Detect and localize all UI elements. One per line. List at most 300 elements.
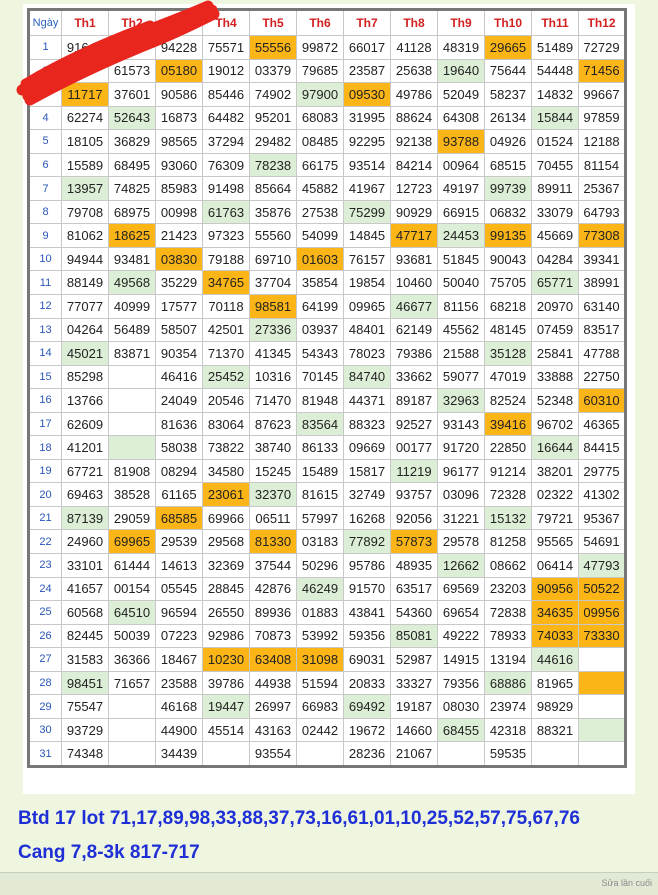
day-cell: 5 bbox=[29, 130, 62, 154]
result-cell: 35854 bbox=[297, 271, 344, 295]
table-row bbox=[29, 106, 626, 130]
table-row bbox=[29, 648, 626, 672]
table-header-row bbox=[29, 10, 626, 36]
result-cell: 53992 bbox=[297, 624, 344, 648]
day-cell: 23 bbox=[29, 554, 62, 578]
result-cell: 77892 bbox=[344, 530, 391, 554]
result-cell: 44938 bbox=[250, 671, 297, 695]
result-cell: 54360 bbox=[391, 601, 438, 625]
result-cell: 46249 bbox=[297, 577, 344, 601]
result-cell: 47717 bbox=[391, 224, 438, 248]
day-cell: 25 bbox=[29, 601, 62, 625]
result-cell: 81965 bbox=[532, 671, 579, 695]
result-cell: 28236 bbox=[344, 742, 391, 767]
result-cell: 69965 bbox=[109, 530, 156, 554]
day-cell: 12 bbox=[29, 295, 62, 319]
result-cell: 93143 bbox=[438, 412, 485, 436]
result-cell: 94228 bbox=[156, 36, 203, 60]
result-cell: 82524 bbox=[485, 389, 532, 413]
result-cell: 52049 bbox=[438, 83, 485, 107]
result-cell: 84740 bbox=[344, 365, 391, 389]
result-cell: 77308 bbox=[579, 224, 626, 248]
result-cell: 29578 bbox=[438, 530, 485, 554]
result-cell: 93788 bbox=[438, 130, 485, 154]
result-cell: 79685 bbox=[297, 59, 344, 83]
result-cell: 60568 bbox=[62, 601, 109, 625]
result-cell: 50040 bbox=[438, 271, 485, 295]
day-cell: 21 bbox=[29, 506, 62, 530]
result-cell: 47793 bbox=[579, 554, 626, 578]
table-row bbox=[29, 200, 626, 224]
result-cell: 28845 bbox=[203, 577, 250, 601]
result-cell: 34765 bbox=[203, 271, 250, 295]
result-cell: 55556 bbox=[250, 36, 297, 60]
result-cell: 69463 bbox=[62, 483, 109, 507]
result-cell: 51594 bbox=[297, 671, 344, 695]
day-cell: 1 bbox=[29, 36, 62, 60]
result-cell: 50296 bbox=[297, 554, 344, 578]
day-cell: 16 bbox=[29, 389, 62, 413]
result-cell: 27538 bbox=[297, 200, 344, 224]
result-cell: 41302 bbox=[579, 483, 626, 507]
result-cell: 12662 bbox=[438, 554, 485, 578]
result-cell: 85664 bbox=[250, 177, 297, 201]
result-cell: 60310 bbox=[579, 389, 626, 413]
result-cell: 29482 bbox=[250, 130, 297, 154]
result-cell: 03830 bbox=[156, 247, 203, 271]
result-cell: 66017 bbox=[344, 36, 391, 60]
result-cell: 33101 bbox=[62, 554, 109, 578]
result-cell: 83871 bbox=[109, 342, 156, 366]
result-cell: 09530 bbox=[344, 83, 391, 107]
result-cell: 47019 bbox=[485, 365, 532, 389]
result-cell: 11717 bbox=[62, 83, 109, 107]
result-cell: 69710 bbox=[250, 247, 297, 271]
table-row bbox=[29, 718, 626, 742]
result-cell: 35876 bbox=[250, 200, 297, 224]
result-cell: 91498 bbox=[203, 177, 250, 201]
result-cell: 14660 bbox=[391, 718, 438, 742]
table-row bbox=[29, 271, 626, 295]
result-cell: 54691 bbox=[579, 530, 626, 554]
result-cell: 00964 bbox=[438, 153, 485, 177]
result-cell: 70873 bbox=[250, 624, 297, 648]
table-row bbox=[29, 412, 626, 436]
result-cell: 49786 bbox=[391, 83, 438, 107]
day-cell: 3 bbox=[29, 83, 62, 107]
result-cell: 15817 bbox=[344, 459, 391, 483]
result-cell: 61444 bbox=[109, 554, 156, 578]
result-cell: 62609 bbox=[62, 412, 109, 436]
result-cell: 39341 bbox=[579, 247, 626, 271]
result-cell: 15489 bbox=[297, 459, 344, 483]
table-row bbox=[29, 742, 626, 767]
result-cell: 44900 bbox=[156, 718, 203, 742]
day-cell: 2 bbox=[29, 59, 62, 83]
result-cell: 49568 bbox=[109, 271, 156, 295]
result-cell: 25452 bbox=[203, 365, 250, 389]
result-cell: 37294 bbox=[203, 130, 250, 154]
result-cell: 59077 bbox=[438, 365, 485, 389]
result-cell: 24453 bbox=[438, 224, 485, 248]
result-cell bbox=[109, 718, 156, 742]
result-cell: 32370 bbox=[250, 483, 297, 507]
result-cell: 64308 bbox=[438, 106, 485, 130]
result-cell: 95786 bbox=[344, 554, 391, 578]
result-cell: 88323 bbox=[344, 412, 391, 436]
result-cell: 03183 bbox=[297, 530, 344, 554]
result-cell: 20546 bbox=[203, 389, 250, 413]
result-cell: 67721 bbox=[62, 459, 109, 483]
result-cell: 68083 bbox=[297, 106, 344, 130]
result-cell bbox=[203, 742, 250, 767]
result-cell: 54448 bbox=[532, 59, 579, 83]
result-cell: 36829 bbox=[109, 130, 156, 154]
result-cell: 77077 bbox=[62, 295, 109, 319]
result-cell: 13766 bbox=[62, 389, 109, 413]
result-cell: 79721 bbox=[532, 506, 579, 530]
result-cell: 98451 bbox=[62, 671, 109, 695]
result-cell: 68886 bbox=[485, 671, 532, 695]
result-cell: 93514 bbox=[344, 153, 391, 177]
result-cell: 01883 bbox=[297, 601, 344, 625]
result-cell: 68455 bbox=[438, 718, 485, 742]
table-row bbox=[29, 671, 626, 695]
edit-last-link[interactable]: Sửa lần cuối bbox=[601, 878, 652, 888]
result-cell: 52643 bbox=[109, 106, 156, 130]
result-cell: 09669 bbox=[344, 436, 391, 460]
result-cell: 24960 bbox=[62, 530, 109, 554]
result-cell: 57873 bbox=[391, 530, 438, 554]
column-header-month: Th8 bbox=[391, 10, 438, 36]
column-header-day: Ngày bbox=[29, 10, 62, 36]
result-cell: 79386 bbox=[391, 342, 438, 366]
result-cell: 45669 bbox=[532, 224, 579, 248]
result-cell: 29665 bbox=[485, 36, 532, 60]
result-cell: 79188 bbox=[203, 247, 250, 271]
result-cell: 21423 bbox=[156, 224, 203, 248]
result-cell: 45562 bbox=[438, 318, 485, 342]
result-cell: 48145 bbox=[485, 318, 532, 342]
result-cell bbox=[109, 695, 156, 719]
result-cell: 06832 bbox=[485, 200, 532, 224]
table-row bbox=[29, 459, 626, 483]
column-header-month: Th3 bbox=[156, 10, 203, 36]
day-cell: 11 bbox=[29, 271, 62, 295]
result-cell: 16644 bbox=[532, 436, 579, 460]
table-row bbox=[29, 436, 626, 460]
result-cell: 93481 bbox=[109, 247, 156, 271]
result-cell bbox=[109, 36, 156, 60]
result-cell: 14915 bbox=[438, 648, 485, 672]
result-cell: 45514 bbox=[203, 718, 250, 742]
result-cell: 52987 bbox=[391, 648, 438, 672]
result-cell: 88624 bbox=[391, 106, 438, 130]
result-cell: 90956 bbox=[532, 577, 579, 601]
day-cell: 7 bbox=[29, 177, 62, 201]
result-cell: 50039 bbox=[109, 624, 156, 648]
result-cell: 93681 bbox=[391, 247, 438, 271]
result-cell: 99739 bbox=[485, 177, 532, 201]
day-cell: 26 bbox=[29, 624, 62, 648]
result-cell: 48401 bbox=[344, 318, 391, 342]
result-cell: 74902 bbox=[250, 83, 297, 107]
result-cell: 98581 bbox=[250, 295, 297, 319]
result-cell: 81258 bbox=[485, 530, 532, 554]
day-cell: 8 bbox=[29, 200, 62, 224]
result-cell: 18467 bbox=[156, 648, 203, 672]
result-cell: 19640 bbox=[438, 59, 485, 83]
result-cell bbox=[579, 718, 626, 742]
result-cell: 90043 bbox=[485, 247, 532, 271]
result-cell: 96177 bbox=[438, 459, 485, 483]
result-cell: 76309 bbox=[203, 153, 250, 177]
result-cell: 71657 bbox=[109, 671, 156, 695]
result-cell: 26550 bbox=[203, 601, 250, 625]
result-cell: 20833 bbox=[344, 671, 391, 695]
post-footer-bar bbox=[0, 872, 658, 895]
result-cell: 26134 bbox=[485, 106, 532, 130]
result-cell: 93554 bbox=[250, 742, 297, 767]
result-cell: 51489 bbox=[532, 36, 579, 60]
result-cell: 48935 bbox=[391, 554, 438, 578]
result-cell: 71470 bbox=[250, 389, 297, 413]
result-cell: 61573 bbox=[109, 59, 156, 83]
result-cell bbox=[532, 742, 579, 767]
result-cell: 35128 bbox=[485, 342, 532, 366]
result-cell: 31583 bbox=[62, 648, 109, 672]
result-cell: 81948 bbox=[297, 389, 344, 413]
result-cell: 72838 bbox=[485, 601, 532, 625]
result-cell: 69966 bbox=[203, 506, 250, 530]
result-cell: 85446 bbox=[203, 83, 250, 107]
result-cell: 15589 bbox=[62, 153, 109, 177]
result-cell: 70118 bbox=[203, 295, 250, 319]
result-cell: 27336 bbox=[250, 318, 297, 342]
result-cell: 18105 bbox=[62, 130, 109, 154]
table-row bbox=[29, 224, 626, 248]
result-cell: 19012 bbox=[203, 59, 250, 83]
result-cell: 34580 bbox=[203, 459, 250, 483]
result-cell: 95565 bbox=[532, 530, 579, 554]
result-cell: 93757 bbox=[391, 483, 438, 507]
result-cell bbox=[109, 742, 156, 767]
result-cell: 83064 bbox=[203, 412, 250, 436]
result-cell: 96594 bbox=[156, 601, 203, 625]
result-cell: 41967 bbox=[344, 177, 391, 201]
result-cell: 91214 bbox=[485, 459, 532, 483]
table-row bbox=[29, 83, 626, 107]
result-cell: 69031 bbox=[344, 648, 391, 672]
result-cell: 13194 bbox=[485, 648, 532, 672]
result-cell: 33079 bbox=[532, 200, 579, 224]
result-cell: 70455 bbox=[532, 153, 579, 177]
result-cell: 79708 bbox=[62, 200, 109, 224]
result-cell: 04926 bbox=[485, 130, 532, 154]
result-cell: 34635 bbox=[532, 601, 579, 625]
result-cell: 69492 bbox=[344, 695, 391, 719]
result-cell: 81330 bbox=[250, 530, 297, 554]
result-cell: 54099 bbox=[297, 224, 344, 248]
result-cell: 41128 bbox=[391, 36, 438, 60]
result-cell: 72729 bbox=[579, 36, 626, 60]
result-cell: 40999 bbox=[109, 295, 156, 319]
day-cell: 4 bbox=[29, 106, 62, 130]
result-cell: 68585 bbox=[156, 506, 203, 530]
result-cell: 09956 bbox=[579, 601, 626, 625]
result-cell: 97323 bbox=[203, 224, 250, 248]
result-cell: 06511 bbox=[250, 506, 297, 530]
lottery-table-panel bbox=[23, 4, 635, 794]
result-cell: 02322 bbox=[532, 483, 579, 507]
result-cell: 22750 bbox=[579, 365, 626, 389]
result-cell: 71370 bbox=[203, 342, 250, 366]
result-cell: 18625 bbox=[109, 224, 156, 248]
result-cell: 31995 bbox=[344, 106, 391, 130]
result-cell: 68515 bbox=[485, 153, 532, 177]
result-cell: 17577 bbox=[156, 295, 203, 319]
day-cell: 20 bbox=[29, 483, 62, 507]
table-row bbox=[29, 554, 626, 578]
result-cell: 78023 bbox=[344, 342, 391, 366]
result-cell: 22850 bbox=[485, 436, 532, 460]
result-cell: 88149 bbox=[62, 271, 109, 295]
result-cell bbox=[438, 742, 485, 767]
result-cell: 32749 bbox=[344, 483, 391, 507]
result-cell: 45021 bbox=[62, 342, 109, 366]
result-cell: 65771 bbox=[532, 271, 579, 295]
table-row bbox=[29, 177, 626, 201]
table-row bbox=[29, 247, 626, 271]
result-cell: 93060 bbox=[156, 153, 203, 177]
result-cell: 92527 bbox=[391, 412, 438, 436]
result-cell: 03379 bbox=[250, 59, 297, 83]
table-row bbox=[29, 130, 626, 154]
day-cell: 6 bbox=[29, 153, 62, 177]
result-cell: 99872 bbox=[297, 36, 344, 60]
result-cell: 37544 bbox=[250, 554, 297, 578]
result-cell: 64199 bbox=[297, 295, 344, 319]
result-cell: 48319 bbox=[438, 36, 485, 60]
result-cell: 24049 bbox=[156, 389, 203, 413]
result-cell: 47788 bbox=[579, 342, 626, 366]
result-cell: 66983 bbox=[297, 695, 344, 719]
day-cell: 24 bbox=[29, 577, 62, 601]
result-cell: 90929 bbox=[391, 200, 438, 224]
result-cell: 32963 bbox=[438, 389, 485, 413]
result-cell: 25367 bbox=[579, 177, 626, 201]
result-cell: 16268 bbox=[344, 506, 391, 530]
result-cell: 92986 bbox=[203, 624, 250, 648]
day-cell: 27 bbox=[29, 648, 62, 672]
result-cell: 14832 bbox=[532, 83, 579, 107]
column-header-month: Th5 bbox=[250, 10, 297, 36]
day-cell: 28 bbox=[29, 671, 62, 695]
day-cell: 15 bbox=[29, 365, 62, 389]
result-cell: 89936 bbox=[250, 601, 297, 625]
result-cell: 85983 bbox=[156, 177, 203, 201]
result-cell: 87139 bbox=[62, 506, 109, 530]
result-cell bbox=[297, 742, 344, 767]
result-cell: 02442 bbox=[297, 718, 344, 742]
result-cell: 32369 bbox=[203, 554, 250, 578]
result-cell: 04284 bbox=[532, 247, 579, 271]
result-cell: 96702 bbox=[532, 412, 579, 436]
result-cell: 52348 bbox=[532, 389, 579, 413]
day-cell: 10 bbox=[29, 247, 62, 271]
result-cell: 70145 bbox=[297, 365, 344, 389]
result-cell: 81636 bbox=[156, 412, 203, 436]
result-cell: 92295 bbox=[344, 130, 391, 154]
result-cell: 07459 bbox=[532, 318, 579, 342]
day-cell: 19 bbox=[29, 459, 62, 483]
result-cell: 61165 bbox=[156, 483, 203, 507]
result-cell: 74825 bbox=[109, 177, 156, 201]
column-header-month: Th10 bbox=[485, 10, 532, 36]
result-cell: 39416 bbox=[485, 412, 532, 436]
result-cell: 11219 bbox=[391, 459, 438, 483]
result-cell: 74033 bbox=[532, 624, 579, 648]
result-cell bbox=[109, 412, 156, 436]
result-cell: 89911 bbox=[532, 177, 579, 201]
result-cell: 14845 bbox=[344, 224, 391, 248]
result-cell bbox=[109, 436, 156, 460]
day-cell: 14 bbox=[29, 342, 62, 366]
table-row bbox=[29, 36, 626, 60]
result-cell: 56489 bbox=[109, 318, 156, 342]
column-header-month: Th4 bbox=[203, 10, 250, 36]
result-cell: 75644 bbox=[485, 59, 532, 83]
result-cell: 06414 bbox=[532, 554, 579, 578]
result-cell: 19854 bbox=[344, 271, 391, 295]
result-cell: 62274 bbox=[62, 106, 109, 130]
result-cell: 90586 bbox=[156, 83, 203, 107]
result-cell: 81062 bbox=[62, 224, 109, 248]
result-cell: 41657 bbox=[62, 577, 109, 601]
result-cell: 08485 bbox=[297, 130, 344, 154]
table-row bbox=[29, 624, 626, 648]
result-cell: 04264 bbox=[62, 318, 109, 342]
result-cell: 25841 bbox=[532, 342, 579, 366]
result-cell bbox=[109, 389, 156, 413]
result-cell: 42318 bbox=[485, 718, 532, 742]
result-cell: 37601 bbox=[109, 83, 156, 107]
result-cell: 57997 bbox=[297, 506, 344, 530]
result-cell: 79356 bbox=[438, 671, 485, 695]
result-cell: 37704 bbox=[250, 271, 297, 295]
result-cell: 74348 bbox=[62, 742, 109, 767]
result-cell: 23203 bbox=[485, 577, 532, 601]
result-cell: 29059 bbox=[109, 506, 156, 530]
result-cell: 69569 bbox=[438, 577, 485, 601]
result-cell: 38991 bbox=[579, 271, 626, 295]
result-cell: 23061 bbox=[203, 483, 250, 507]
result-cell: 63408 bbox=[250, 648, 297, 672]
result-cell: 84214 bbox=[391, 153, 438, 177]
result-cell: 33662 bbox=[391, 365, 438, 389]
result-cell: 76157 bbox=[344, 247, 391, 271]
result-cell: 00998 bbox=[156, 200, 203, 224]
result-cell: 16873 bbox=[156, 106, 203, 130]
result-cell: 66915 bbox=[438, 200, 485, 224]
result-cell: 85298 bbox=[62, 365, 109, 389]
day-cell: 29 bbox=[29, 695, 62, 719]
table-row bbox=[29, 59, 626, 83]
result-cell: 39786 bbox=[203, 671, 250, 695]
result-cell: 41345 bbox=[250, 342, 297, 366]
result-cell: 44616 bbox=[532, 648, 579, 672]
result-cell: 10460 bbox=[391, 271, 438, 295]
